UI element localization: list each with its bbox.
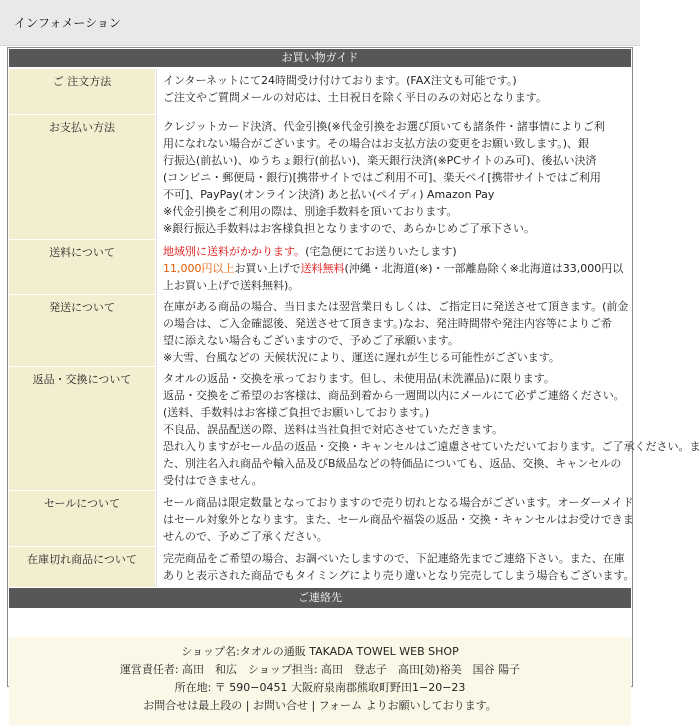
row-text-line: の場合は、ご入金確認後、発送させて頂きます。)なお、発注時間帯や発注内容等によりご希 — [163, 317, 612, 330]
row-value — [156, 491, 634, 546]
row-text-line: (コンビニ・郵便局・銀行)[携帯サイトではご利用不可]、楽天ペイ[携帯サイトではご利用 — [163, 171, 601, 184]
free-shipping-threshold: 11,000円以上 — [163, 262, 235, 275]
row-value — [156, 240, 631, 294]
row-text-line: タオルの返品・交換を承っております。但し、未使用品(未洗濯品)に限ります。 — [163, 372, 555, 385]
row-label: 発送について — [9, 295, 155, 366]
guide-row-payment — [9, 114, 631, 239]
row-text-line: はセール対象外となります。また、セール商品や福袋の返品・交換・キャンセルはお受けできま — [163, 513, 634, 526]
shopping-guide-header: お買い物ガイド — [9, 49, 631, 67]
guide-row-returns — [9, 366, 700, 490]
guide-row-out-of-stock — [9, 546, 635, 587]
guide-row-dispatch — [9, 294, 631, 366]
row-text-line: 恐れ入りますがセール品の返品・交換・キャンセルはご遠慮させていただいております。ご了承ください。ま — [163, 440, 700, 453]
row-text: (宅急便にてお送りいたします) — [305, 245, 457, 258]
guide-row-sale — [9, 490, 634, 546]
row-text-line: ※銀行振込手数料はお客様負担となりますので、あらかじめご了承下さい。 — [163, 222, 535, 235]
row-label: お支払い方法 — [9, 115, 155, 239]
staff-info: 運営責任者: 高田 和広 ショップ担当: 高田 登志子 高田[効)裕美 国谷 陽子 — [119, 663, 521, 676]
row-text-line: インターネットにて24時間受け付けております。(FAX注文も可能です。) — [163, 74, 517, 87]
row-value — [156, 367, 700, 490]
row-text-line: セール商品は限定数量となっておりますので売り切れとなる場合がございます。オーダーメイド — [163, 496, 634, 509]
free-shipping-label: 送料無料 — [300, 262, 345, 275]
row-text-line: た、別注名入れ商品や輸入品及びB級品などの特価品についても、返品、交換、キャンセルの — [163, 457, 622, 470]
row-label: ご 注文方法 — [9, 69, 155, 114]
regional-fee-notice: 地域別に送料がかかります。 — [163, 245, 306, 258]
row-text: (沖縄・北海道(※)・一部離島除く※北海道は33,000円以 — [344, 262, 624, 275]
row-text-line: ※代金引換をご利用の際は、別途手数料を頂いております。 — [163, 205, 458, 218]
shop-name: ショップ名:タオルの通販 TAKADA TOWEL WEB SHOP — [181, 645, 459, 658]
row-label: 送料について — [9, 240, 155, 294]
row-text: お買い上げで — [234, 262, 301, 275]
row-text-line: 受付はできません。 — [163, 474, 263, 487]
row-text-line — [163, 243, 627, 260]
row-text-line: 不良品、誤品配送の際、送料は当社負担で対応させていただきます。 — [163, 423, 504, 436]
row-text-line — [163, 260, 627, 277]
row-text-line: (送料、手数料はお客様ご負担でお願いしております。) — [163, 406, 430, 419]
row-text-line: クレジットカード決済、代金引換(※代金引換をお選び頂いても諸条件・諸事情によりご利 — [163, 120, 605, 133]
address: 所在地: 〒 590−0451 大阪府泉南郡熊取町野田1−20−23 — [174, 681, 466, 694]
row-text-line: 完売商品をご希望の場合、お調べいたしますので、下記連絡先までご連絡下さい。また、在庫 — [163, 552, 625, 565]
row-text-line: ※大雪、台風などの 天候状況により、運送に遅れが生じる可能性がございます。 — [163, 351, 560, 364]
shopping-guide-panel — [7, 47, 700, 712]
info-header-bar — [0, 0, 640, 46]
guide-row-order-method — [9, 68, 631, 114]
row-label: 返品・交換について — [9, 367, 155, 490]
row-text-line: ご注文やご質問メールの対応は、土日祝日を除く平日のみの対応となります。 — [163, 91, 547, 104]
row-text-line: ありと表示された商品でもタイミングにより売り違いとなり完売してしまう場合もございます。 — [163, 569, 635, 582]
row-text-line: 在庫がある商品の場合、当日または翌営業日もしくは、ご指定日に発送させて頂きます。(前金 — [163, 300, 629, 313]
row-value — [156, 69, 631, 114]
contact-header: ご連絡先 — [9, 588, 631, 608]
row-value — [156, 295, 631, 366]
row-text-line: 行振込(前払い)、ゆうちょ銀行(前払い)、楽天銀行決済(※PCサイトのみ可)、後払い決済 — [163, 154, 597, 167]
row-text-line: 用になれない場合がございます。その場合はお支払方法の変更をお願い致します。)、銀 — [163, 137, 590, 150]
row-label: 在庫切れ商品について — [9, 547, 155, 587]
inquiry-note: お問合せは最上段の | お問い合せ | フォーム よりお願いしております。 — [143, 699, 497, 712]
row-text-line: 上お買い上げで送料無料)。 — [163, 279, 300, 292]
row-value — [156, 115, 631, 239]
row-label: セールについて — [9, 491, 155, 546]
row-value — [156, 547, 635, 587]
row-text-line: せんので、予めご了承ください。 — [163, 530, 328, 543]
info-title: インフォメーション — [14, 16, 121, 30]
contact-info — [9, 637, 631, 725]
row-text-line: 返品・交換をご希望のお客様は、商品到着から一週間以内にメールにて必ずご連絡ください。 — [163, 389, 625, 402]
row-text-line: 望に添えない場合もございますので、予めご了承願います。 — [163, 334, 459, 347]
guide-row-shipping-fee — [9, 239, 631, 294]
row-text-line: 不可]、PayPay(オンライン決済) あと払い(ペイディ) Amazon Pay — [163, 188, 495, 201]
